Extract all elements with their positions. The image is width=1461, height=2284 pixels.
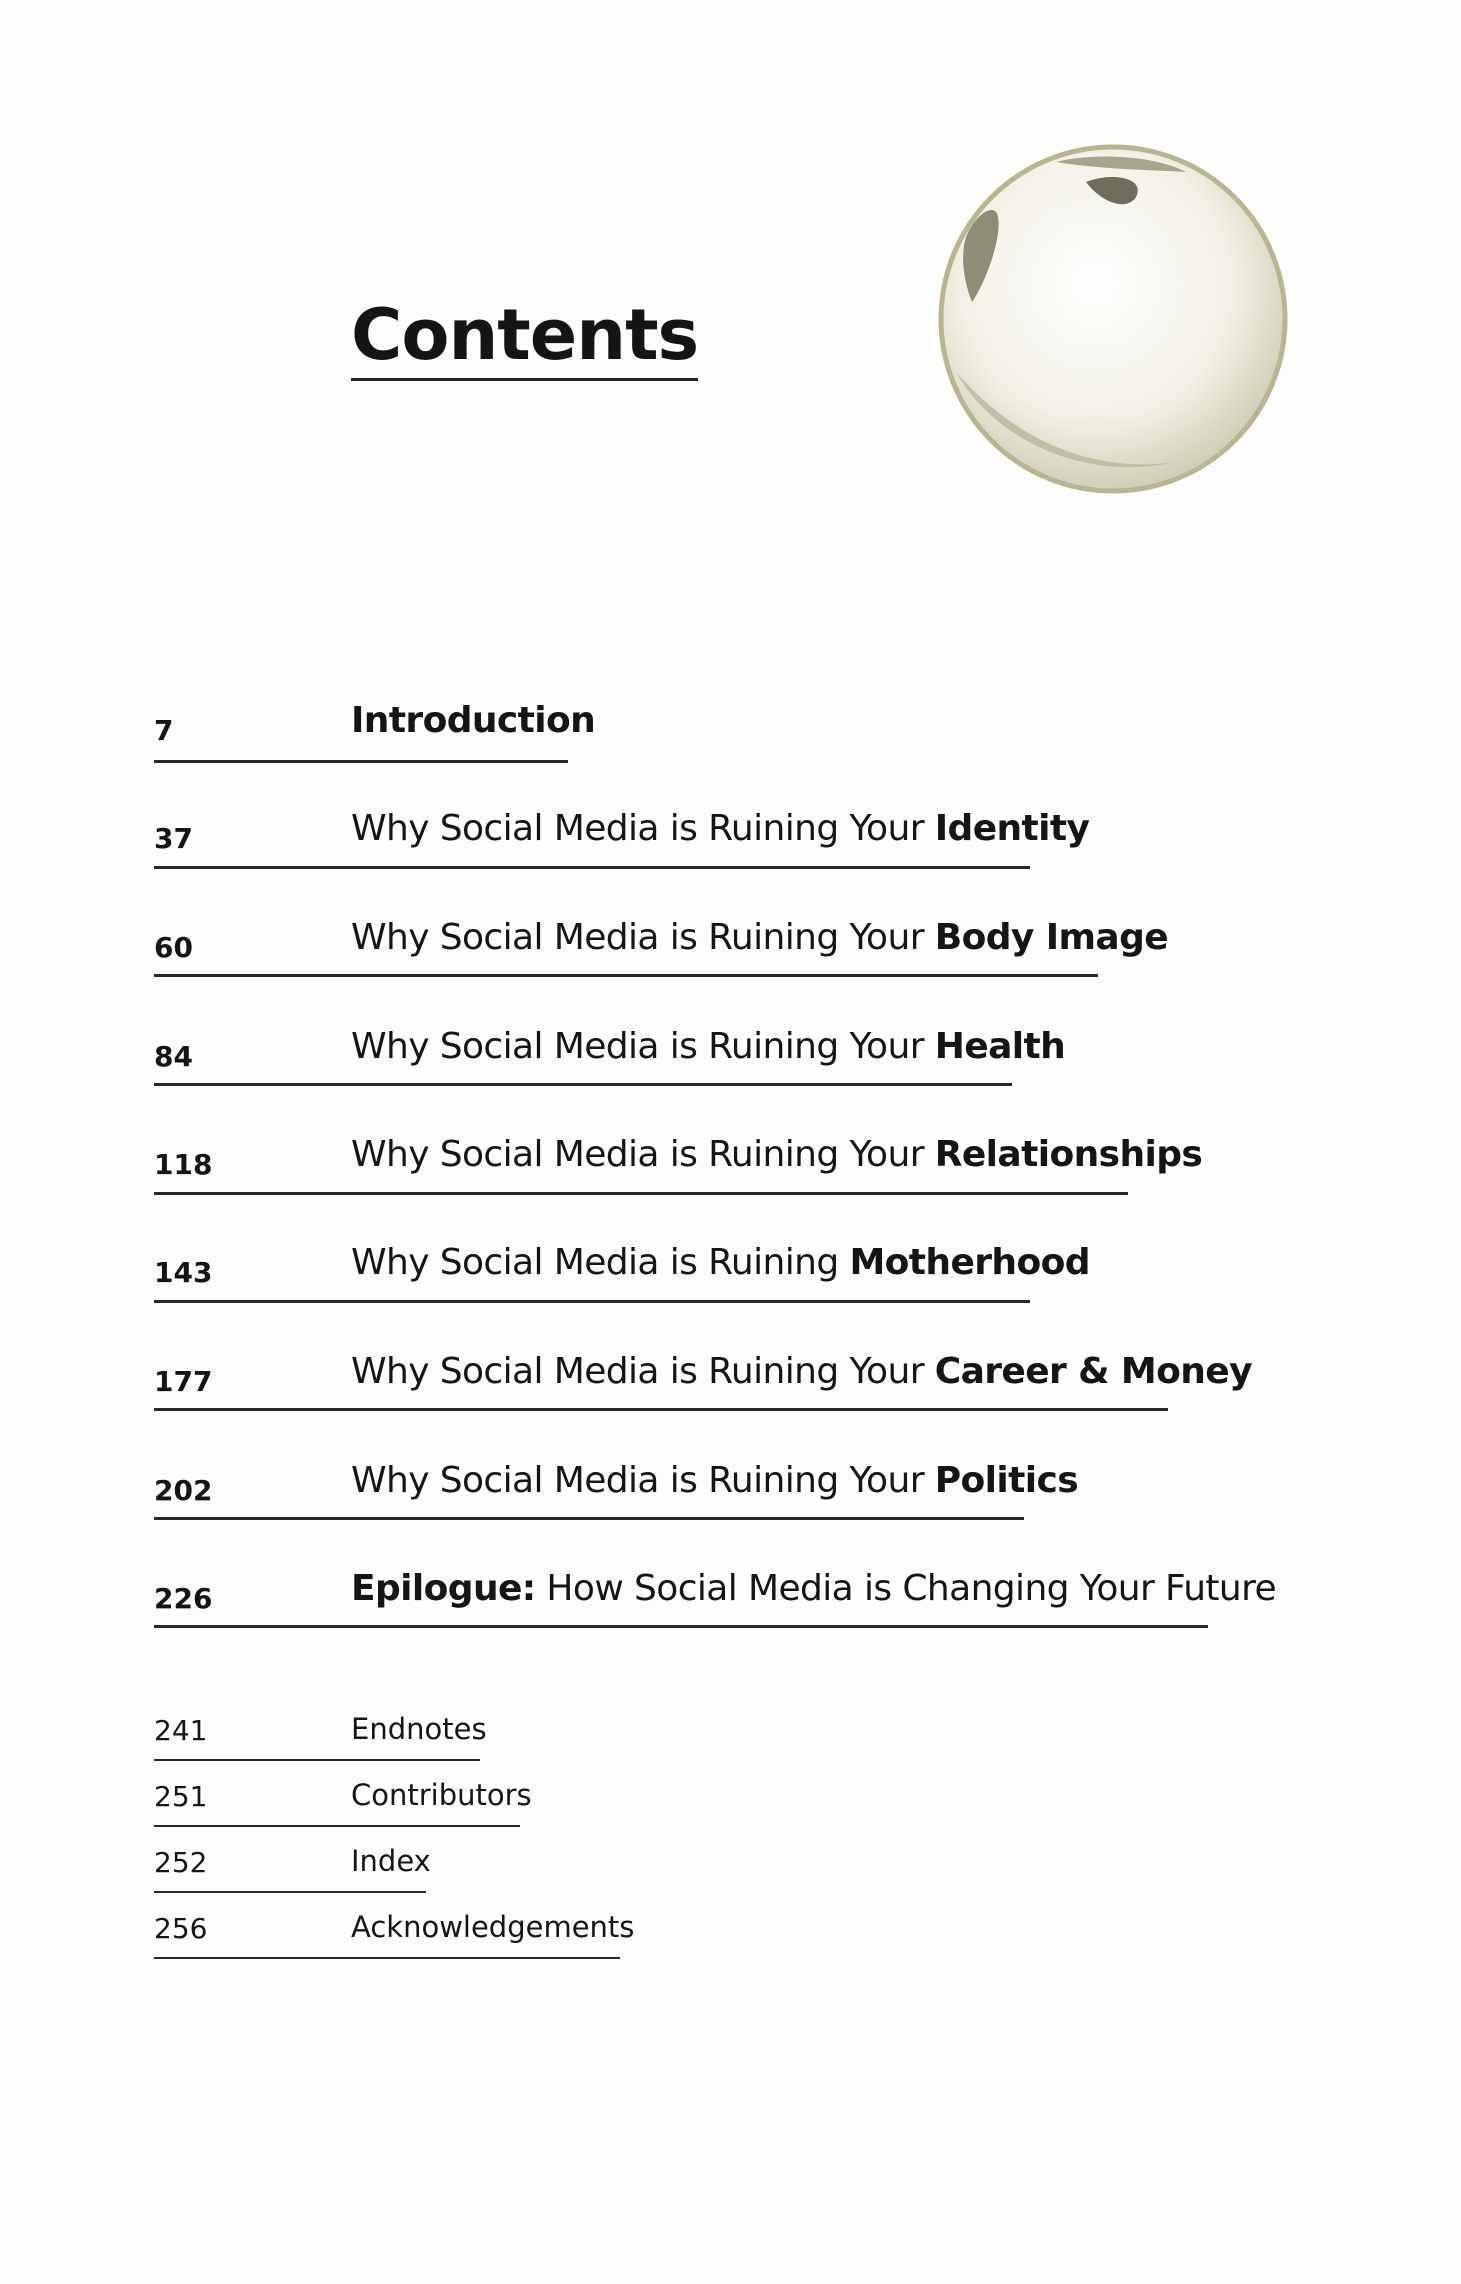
section-title: Endnotes bbox=[351, 1712, 487, 1746]
section-title: Contributors bbox=[351, 1778, 532, 1812]
chapter-title: Why Social Media is Ruining Your Career & Money bbox=[351, 1351, 1252, 1392]
page-number: 37 bbox=[154, 822, 193, 855]
chapter-title: Why Social Media is Ruining Motherhood bbox=[351, 1242, 1090, 1283]
page-number: 7 bbox=[154, 714, 174, 747]
divider bbox=[154, 1957, 620, 1959]
chapter-title: Why Social Media is Ruining Your Identity bbox=[351, 808, 1090, 849]
page-number: 143 bbox=[154, 1256, 213, 1289]
divider bbox=[154, 1083, 1012, 1086]
divider bbox=[154, 1625, 1208, 1628]
divider bbox=[154, 1408, 1168, 1411]
page-number: 84 bbox=[154, 1040, 193, 1073]
chapter-title: Why Social Media is Ruining Your Body Image bbox=[351, 917, 1169, 958]
divider bbox=[154, 1891, 426, 1893]
section-title: Acknowledgements bbox=[351, 1910, 635, 1944]
page-number: 241 bbox=[154, 1714, 208, 1747]
page-title: Contents bbox=[351, 300, 698, 381]
chapter-title: Introduction bbox=[351, 700, 596, 741]
page-number: 256 bbox=[154, 1912, 208, 1945]
divider bbox=[154, 1192, 1128, 1195]
globe-icon bbox=[936, 142, 1290, 496]
divider bbox=[154, 1517, 1024, 1520]
page-number: 60 bbox=[154, 931, 193, 964]
divider bbox=[154, 866, 1030, 869]
chapter-title: Epilogue: How Social Media is Changing Your Future bbox=[351, 1568, 1277, 1609]
divider bbox=[154, 974, 1098, 977]
chapter-title: Why Social Media is Ruining Your Relationships bbox=[351, 1134, 1203, 1175]
chapter-title: Why Social Media is Ruining Your Health bbox=[351, 1026, 1066, 1067]
divider bbox=[154, 1759, 480, 1761]
page-number: 251 bbox=[154, 1780, 208, 1813]
section-title: Index bbox=[351, 1844, 431, 1878]
page-number: 252 bbox=[154, 1846, 208, 1879]
page-number: 202 bbox=[154, 1474, 213, 1507]
divider bbox=[154, 760, 568, 763]
chapter-title: Why Social Media is Ruining Your Politics bbox=[351, 1460, 1079, 1501]
page-number: 118 bbox=[154, 1148, 213, 1181]
page-number: 226 bbox=[154, 1582, 213, 1615]
divider bbox=[154, 1825, 520, 1827]
divider bbox=[154, 1300, 1030, 1303]
page-number: 177 bbox=[154, 1365, 213, 1398]
